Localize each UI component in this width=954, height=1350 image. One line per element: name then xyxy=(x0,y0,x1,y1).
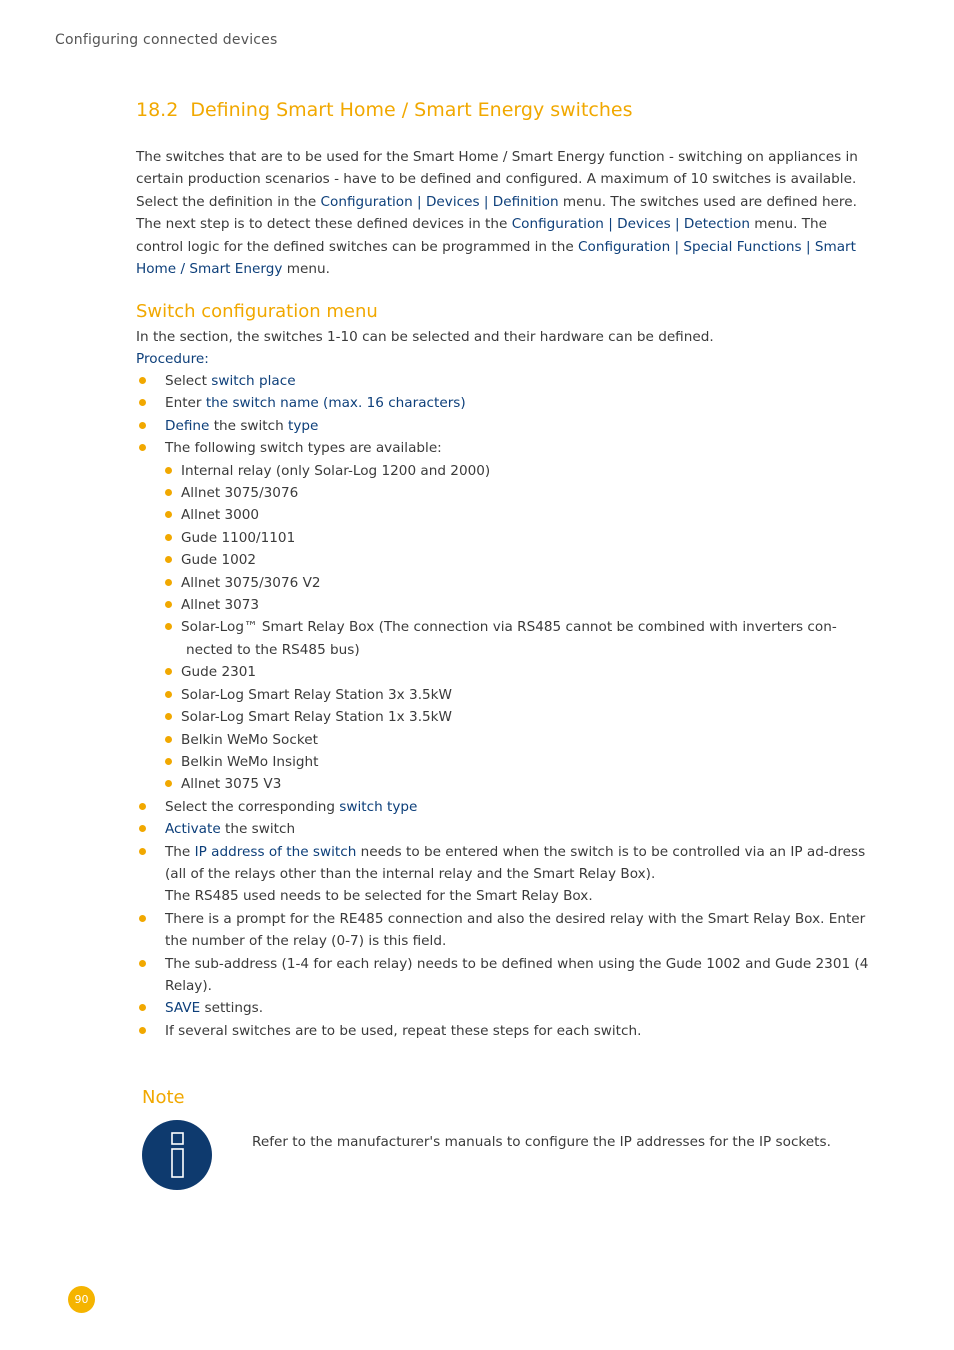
section-title: Defining Smart Home / Smart Energy switches xyxy=(190,99,633,121)
step-text: Select the corresponding xyxy=(165,798,340,815)
ui-term: switch place xyxy=(211,373,296,389)
section-heading xyxy=(136,99,632,121)
ui-term: switch type xyxy=(339,798,418,815)
switch-type-item: Gude 1100/1101 xyxy=(165,527,876,549)
page-number: 90 xyxy=(68,1286,95,1313)
switch-type-item: Belkin WeMo Socket xyxy=(165,729,876,751)
ui-term: SAVE xyxy=(165,1000,201,1017)
list-item xyxy=(136,818,876,840)
list-item: If several switches are to be used, repeat these steps for each switch. xyxy=(136,1020,876,1042)
step-text: the switch xyxy=(220,821,296,838)
ui-term: type xyxy=(288,417,319,434)
menu-path-detection: Configuration | Devices | Detection xyxy=(511,216,750,233)
intro-text: menu. xyxy=(282,261,330,278)
intro-paragraph xyxy=(136,146,876,280)
note-text: Refer to the manufacturer's manuals to configure the IP addresses for the IP sockets. xyxy=(252,1134,831,1150)
switch-config-intro xyxy=(136,326,876,371)
step-text: Enter xyxy=(165,395,206,412)
switch-type-item: Allnet 3000 xyxy=(165,504,876,526)
step-text: The following switch types are available: xyxy=(165,440,442,457)
intro-text: menu. The control logic for the defined switches can be programmed in the xyxy=(136,216,828,255)
switch-type-item: Belkin WeMo Insight xyxy=(165,751,876,773)
step-text: The xyxy=(165,843,195,860)
switch-type-item: Solar-Log Smart Relay Station 3x 3.5kW xyxy=(165,684,876,706)
step-text: needs to be entered when the switch is to be controlled via an IP ad-dress (all of the relays other than the internal relay and the Smart Relay Box). xyxy=(165,843,866,882)
procedure-list xyxy=(136,370,876,1042)
ui-term: IP address of the switch xyxy=(194,843,357,860)
menu-path-smart-home: Configuration | Special Functions | Smart Home / Smart Energy xyxy=(136,238,856,278)
switch-config-heading: Switch configuration menu xyxy=(136,301,378,322)
list-item xyxy=(136,370,876,392)
switch-type-text: Solar-Log™ Smart Relay Box (The connection via RS485 cannot be combined with inverters con- xyxy=(181,619,837,636)
switch-type-item: Solar-Log Smart Relay Station 1x 3.5kW xyxy=(165,706,876,728)
switch-type-list xyxy=(165,460,876,796)
list-item: The sub-address (1-4 for each relay) needs to be defined when using the Gude 1002 and Gude 2301 (4 Relay). xyxy=(136,953,876,998)
ui-term: Activate xyxy=(165,821,221,838)
list-item xyxy=(136,841,876,908)
ui-term: Define xyxy=(165,417,210,434)
step-text: The RS485 used needs to be selected for the Smart Relay Box. xyxy=(165,888,593,905)
switch-type-item xyxy=(165,616,876,661)
switch-type-item: Gude 2301 xyxy=(165,661,876,683)
switch-type-text: nected to the RS485 bus) xyxy=(186,641,360,658)
switch-type-item: Allnet 3075 V3 xyxy=(165,773,876,795)
switch-type-item: Internal relay (only Solar-Log 1200 and 2000) xyxy=(165,460,876,482)
switch-type-item: Allnet 3073 xyxy=(165,594,876,616)
note-title: Note xyxy=(142,1087,185,1108)
list-item xyxy=(136,392,876,414)
intro-text: The switches that are to be used for the Smart Home / Smart Energy function - switching on appliances in certain production scenarios - have to be defined and configured. A maximum of 10 switches is available. Select the definition in the xyxy=(136,149,858,210)
list-item xyxy=(136,997,876,1019)
switch-type-item: Gude 1002 xyxy=(165,549,876,571)
step-text: the switch xyxy=(209,417,289,434)
ui-term: the switch name (max. 16 characters) xyxy=(205,395,466,412)
list-item xyxy=(136,796,876,818)
switch-type-item: Allnet 3075/3076 V2 xyxy=(165,572,876,594)
info-icon xyxy=(142,1120,212,1190)
list-item xyxy=(136,437,876,796)
list-item: There is a prompt for the RE485 connection and also the desired relay with the Smart Relay Box. Enter the number of the relay (0-7) is this field. xyxy=(136,908,876,953)
switch-config-description: In the section, the switches 1-10 can be selected and their hardware can be defined. xyxy=(136,329,714,345)
step-text: Select xyxy=(165,373,212,389)
menu-path-definition: Configuration | Devices | Definition xyxy=(320,193,559,210)
step-text: settings. xyxy=(200,1000,264,1017)
section-number: 18.2 xyxy=(136,99,179,121)
procedure-label: Procedure: xyxy=(136,351,209,368)
list-item xyxy=(136,415,876,437)
running-header: Configuring connected devices xyxy=(55,32,278,48)
switch-type-item: Allnet 3075/3076 xyxy=(165,482,876,504)
intro-text: menu. The switches used are defined here. The next step is to detect these defined devices in the xyxy=(136,193,857,233)
